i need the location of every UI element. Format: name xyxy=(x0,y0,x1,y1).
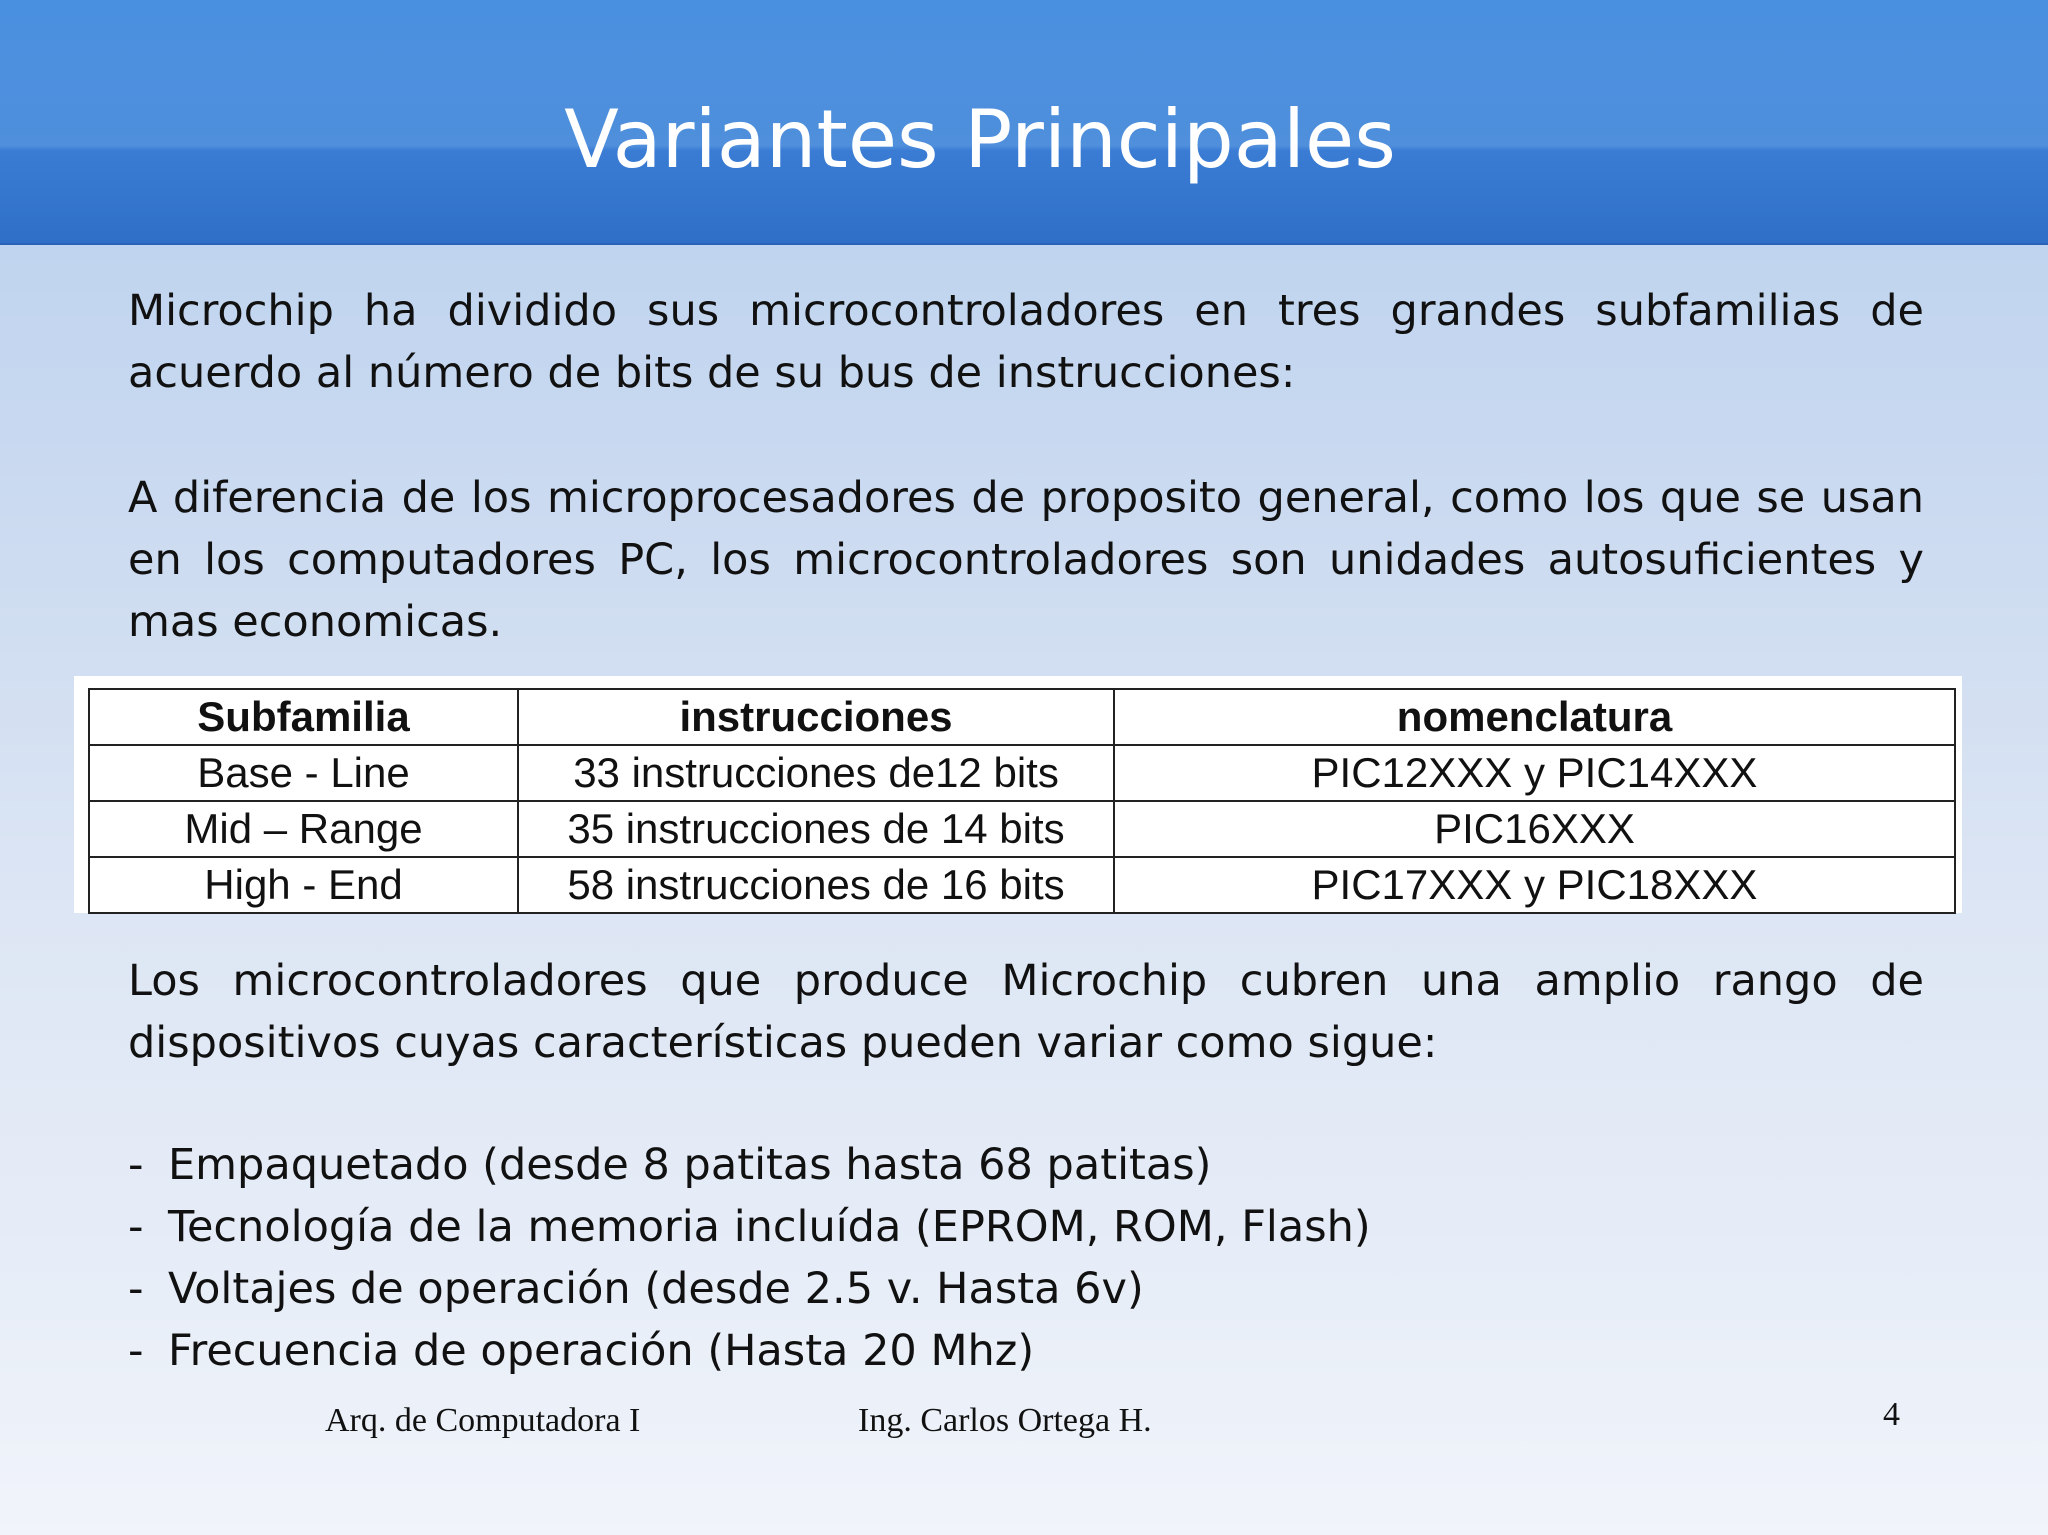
cell-nomenclatura: PIC12XXX y PIC14XXX xyxy=(1114,745,1955,801)
header-instrucciones: instrucciones xyxy=(518,689,1114,745)
header-subfamilia: Subfamilia xyxy=(89,689,518,745)
cell-subfamilia: Mid – Range xyxy=(89,801,518,857)
list-item xyxy=(128,1320,1371,1382)
list-item-text: Empaquetado (desde 8 patitas hasta 68 patitas) xyxy=(168,1140,1212,1190)
list-item xyxy=(128,1134,1371,1196)
list-item-text: Frecuencia de operación (Hasta 20 Mhz) xyxy=(168,1326,1035,1376)
footer-course: Arq. de Computadora I xyxy=(325,1402,641,1439)
title-banner xyxy=(0,0,2048,245)
characteristics-list xyxy=(128,1134,1371,1382)
slide-title: Variantes Principales xyxy=(564,93,1396,186)
list-item xyxy=(128,1258,1371,1320)
range-paragraph: Los microcontroladores que produce Microchip cubren una amplio rango de dispositivos cuyas características pueden variar como sigue: xyxy=(128,956,1924,1068)
cell-instrucciones: 35 instrucciones de 14 bits xyxy=(518,801,1114,857)
cell-nomenclatura: PIC16XXX xyxy=(1114,801,1955,857)
footer-author: Ing. Carlos Ortega H. xyxy=(858,1402,1152,1439)
table-row xyxy=(89,801,1955,857)
cell-nomenclatura: PIC17XXX y PIC18XXX xyxy=(1114,857,1955,913)
subfamily-table xyxy=(88,688,1956,914)
cell-instrucciones: 58 instrucciones de 16 bits xyxy=(518,857,1114,913)
list-item xyxy=(128,1196,1371,1258)
table-row xyxy=(89,745,1955,801)
header-nomenclatura: nomenclatura xyxy=(1114,689,1955,745)
cell-subfamilia: Base - Line xyxy=(89,745,518,801)
table-row xyxy=(89,857,1955,913)
bullet-dash: - xyxy=(128,1202,144,1252)
intro-paragraph: Microchip ha dividido sus microcontroladores en tres grandes subfamilias de acuerdo al número de bits de su bus de instrucciones: xyxy=(128,286,1924,398)
difference-paragraph: A diferencia de los microprocesadores de proposito general, como los que se usan en los computadores PC, los microcontroladores son unidades autosuficientes y mas economicas. xyxy=(128,473,1924,647)
page-number: 4 xyxy=(1883,1396,1900,1433)
cell-subfamilia: High - End xyxy=(89,857,518,913)
cell-instrucciones: 33 instrucciones de12 bits xyxy=(518,745,1114,801)
bullet-dash: - xyxy=(128,1326,144,1376)
bullet-dash: - xyxy=(128,1264,144,1314)
bullet-dash: - xyxy=(128,1140,144,1190)
list-item-text: Voltajes de operación (desde 2.5 v. Hasta 6v) xyxy=(168,1264,1144,1314)
subfamily-table-panel xyxy=(74,676,1962,913)
table-header-row xyxy=(89,689,1955,745)
list-item-text: Tecnología de la memoria incluída (EPROM, ROM, Flash) xyxy=(168,1202,1371,1252)
